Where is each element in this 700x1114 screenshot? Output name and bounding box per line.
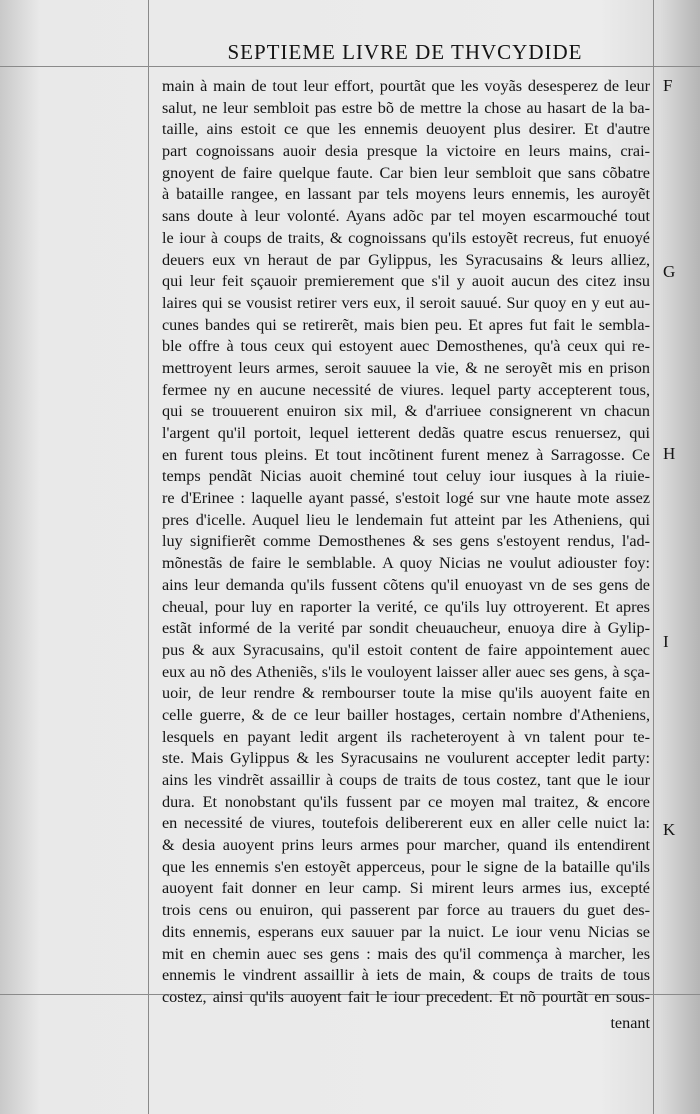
text-line: main à main de tout leur effort, pourtãt que les voyãs desesperez de leur	[162, 77, 650, 95]
text-line: costez, ainsi qu'ils auoyent fait le iour precedent. Et nõ pourtãt en sous-	[162, 987, 650, 1006]
text-line: mõnestãs de faire le semblable. A quoy Nicias ne voulut adiouster foy:	[162, 554, 650, 573]
margin-rule-right	[653, 0, 654, 1114]
text-line: qui se trouuerent enuiron six mil, & d'arriuee consignerent vn chacun	[162, 402, 650, 421]
text-line: part cognoissans auoir desia presque la victoire en leurs mains, crai-	[162, 142, 650, 161]
text-line: fermee ny en aucune necessité de viures. lequel party accepterent tous,	[162, 380, 650, 399]
text-line: deuers eux vn heraut de par Gylippus, les Syracusains & leurs alliez,	[162, 250, 650, 269]
header-rule	[0, 66, 700, 67]
text-line: auoyent fait donner en leur camp. Si mirent leurs armes ius, excepté	[162, 879, 650, 898]
text-line: luy signifierẽt comme Demosthenes & ses gens s'estoyent rendus, l'ad-	[162, 532, 650, 551]
text-line: temps pendãt Nicias auoit cheminé tout celuy iour iusques à la riuie-	[162, 467, 650, 486]
margin-letter-g: G	[663, 262, 676, 281]
margin-letter-h: H	[663, 444, 676, 463]
text-line: ains leur demanda qu'ils fussent cõtens qu'il enuoyast vn de ses gens de	[162, 575, 650, 594]
text-line: cunes bandes qui se retirerẽt, mais bien peu. Et apres fut fait le sembla-	[162, 315, 650, 334]
text-line: qui leur feit sçauoir premierement que s'il y auoit aucun des citez insu	[162, 272, 650, 291]
text-line: que les ennemis s'en estoyẽt apperceus, pour le signe de la bataille qu'ils	[162, 857, 650, 876]
margin-rule-left	[148, 0, 149, 1114]
text-line: gnoyent de faire quelque faute. Car bien leur sembloit que sans cõbatre	[162, 163, 650, 182]
running-head: SEPTIEME LIVRE DE THVCYDIDE	[227, 40, 583, 64]
text-line: mettroyent leurs armes, seroit sauuee la vie, & ne seroyẽt mis en prison	[162, 358, 650, 377]
text-line: trois cens ou enuiron, qui passerent par force au trauers du guet des-	[162, 901, 650, 920]
text-line: eux au nõ des Atheniẽs, s'ils le vouloyent laisser aller auec ses gens, à sça-	[162, 662, 650, 681]
text-line: celle guerre, & de ce leur bailler hostages, certain nombre d'Atheniens,	[162, 705, 650, 724]
text-line: l'argent qu'il portoit, lequel ietterent dedãs quatre escus renuersez, qui	[162, 424, 650, 442]
body-text	[162, 76, 650, 1034]
text-line: ble offre à tous ceux qui estoyent auec Demosthenes, qu'à ceux qui re-	[162, 337, 650, 356]
text-line: salut, ne leur sembloit pas estre bõ de mettre la chose au hasart de la ba-	[162, 98, 650, 117]
text-line: sans doute à leur volonté. Ayans adõc par tel moyen escarmouché tout	[162, 207, 650, 226]
text-line: en necessité de viures, toutefois delibererent eux en aller celle nuict la:	[162, 814, 650, 833]
text-line: dits ennemis, esperans eux sauuer par la nuict. Le iour venu Nicias se	[162, 922, 650, 941]
text-line: taille, ains estoit ce que les ennemis deuoyent plus desirer. Et d'autre	[162, 120, 650, 139]
text-line: ennemis le vindrent assaillir à iets de main, & coups de traits de tous	[162, 966, 650, 985]
text-line: à bataille rangee, en lassant par tels moyens leurs ennemis, les auroyẽt	[162, 185, 650, 204]
text-line: mit en chemin auec ses gens : mais des qu'il commença à marcher, les	[162, 944, 650, 963]
text-line: uoir, de leur rendre & rembourser toute la mise qu'ils auoyent faite en	[162, 684, 650, 703]
catchword: tenant	[610, 1013, 650, 1032]
text-line: en furent tous pleins. Et tout incõtinent furent menez à Sarragosse. Ce	[162, 445, 650, 464]
margin-letter-f: F	[663, 76, 673, 95]
margin-letter-i: I	[663, 632, 669, 651]
text-line: ste. Mais Gylippus & les Syracusains ne voulurent accepter ledit party:	[162, 749, 650, 768]
text-line: & desia auoyent prins leurs armes pour marcher, quand ils entendirent	[162, 836, 650, 855]
text-line: estãt informé de la verité par sondit cheuaucheur, enuoya dire à Gylip-	[162, 619, 650, 638]
text-line: laires qui se vousist retirer vers eux, il seroit sauué. Sur quoy en y eut au-	[162, 293, 650, 312]
text-line: pus & aux Syracusains, qu'il estoit content de faire appointement auec	[162, 640, 650, 659]
text-line: dura. Et nonobstant qu'ils fussent par ce moyen mal traitez, & encore	[162, 792, 650, 811]
text-line: pres d'icelle. Auquel lieu le lendemain fut atteint par les Atheniens, qui	[162, 510, 650, 529]
text-line: cheual, pour luy en raporter la verité, ce qu'ils luy ottroyerent. Et apres	[162, 597, 650, 616]
text-line: le iour à coups de traits, & cognoissans qu'ils estoyẽt recreus, fut enuoyé	[162, 228, 650, 247]
margin-letter-k: K	[663, 820, 676, 839]
text-line: re d'Erinee : laquelle ayant passé, s'estoit logé sur vne haute mote assez	[162, 489, 650, 508]
text-line: ains les vindrẽt assaillir à coups de traits de tous costez, tant que le iour	[162, 771, 650, 789]
text-line: lesquels en payant ledit argent ils racheteroyent à vn talent pour te-	[162, 727, 650, 746]
